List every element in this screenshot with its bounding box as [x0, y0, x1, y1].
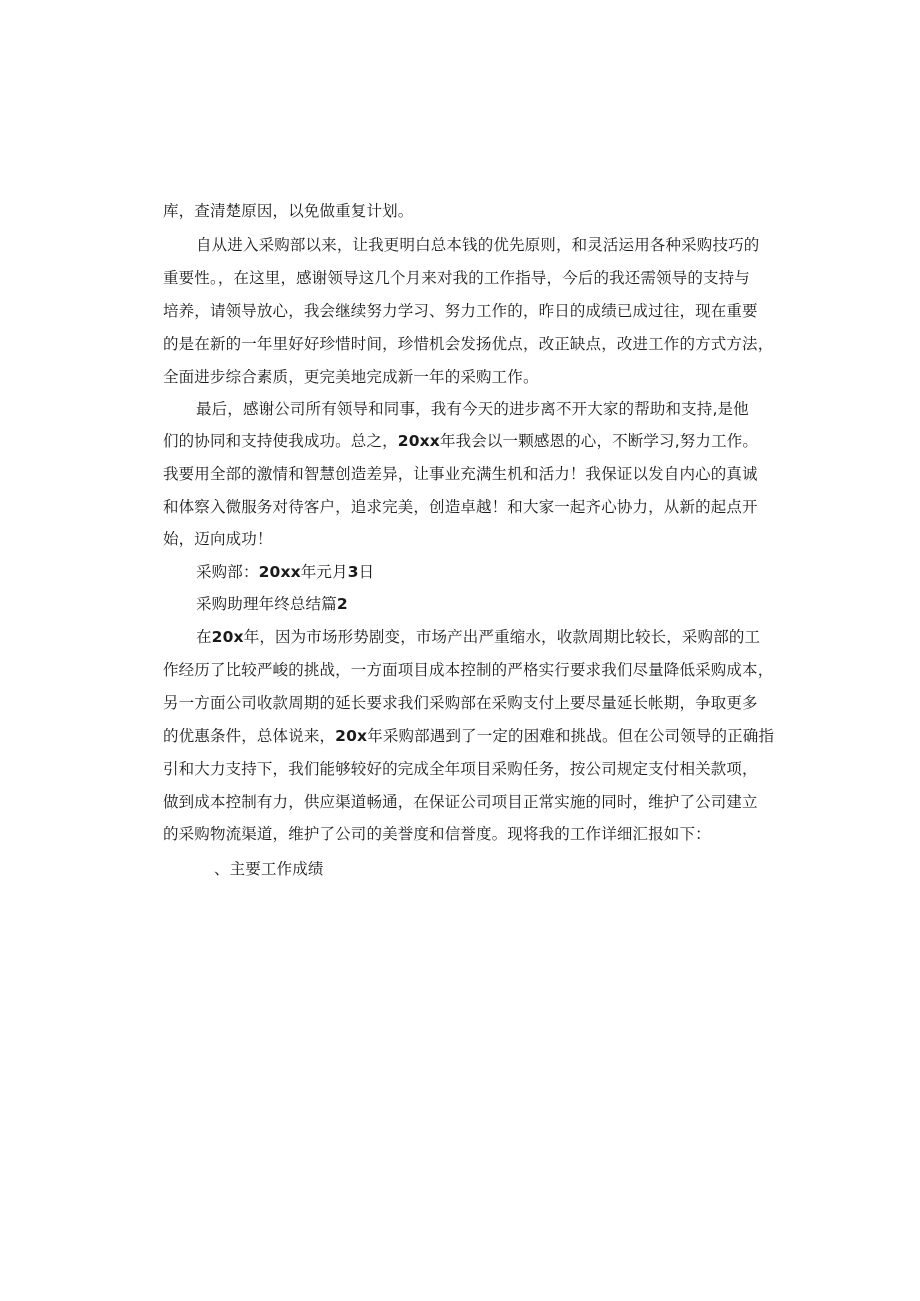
- text-run: 年，因为市场形势剧变，市场产出严重缩水，收款周期比较长，采购部的工: [243, 628, 761, 646]
- text-run: 年我会以一颗感恩的心，不断学习,努力工作。: [439, 432, 759, 450]
- paragraph-line: [196, 627, 760, 647]
- text-run: 们的协同和支持使我成功。总之，: [163, 432, 398, 450]
- paragraph-line: 最后，感谢公司所有领导和同事，我有今天的进步离不开大家的帮助和支持,是他: [196, 400, 749, 418]
- section-title: [196, 594, 348, 614]
- paragraph-line: 的是在新的一年里好好珍惜时间，珍惜机会发扬优点，改正缺点，改进工作的方式方法，: [163, 335, 774, 353]
- paragraph-line: 另一方面公司收款周期的延长要求我们采购部在采购支付上要尽量延长帐期，争取更多: [163, 694, 758, 712]
- paragraph-line: 自从进入采购部以来，让我更明白总本钱的优先原则，和灵活运用各种采购技巧的: [196, 236, 760, 254]
- day-text: 3: [347, 563, 359, 581]
- text-run: 的优惠条件，总体说来，: [163, 727, 336, 745]
- paragraph-line: 引和大力支持下，我们能够较好的完成全年项目采购任务，按公司规定支付相关款项，: [163, 760, 758, 778]
- paragraph-line: [163, 726, 774, 746]
- paragraph-line: 和体察入微服务对待客户，追求完美，创造卓越！和大家一起齐心协力，从新的起点开: [163, 498, 758, 516]
- text-run: 年元月: [300, 563, 348, 581]
- section-number: 2: [336, 595, 348, 613]
- year-text: 20x: [211, 628, 244, 646]
- paragraph-line: 始，迈向成功！: [163, 530, 273, 548]
- paragraph-line: [163, 431, 758, 451]
- paragraph-line: 库，查清楚原因，以免做重复计划。: [163, 202, 414, 220]
- subsection-heading: 、主要工作成绩: [214, 860, 324, 878]
- year-text: 20xx: [397, 432, 440, 450]
- paragraph-line: 的采购物流渠道，维护了公司的美誉度和信誉度。现将我的工作详细汇报如下：: [163, 825, 711, 843]
- paragraph-line: 我要用全部的激情和智慧创造差异，让事业充满生机和活力！我保证以发自内心的真诚: [163, 465, 758, 483]
- text-run: 年采购部遇到了一定的困难和挑战。但在公司领导的正确指: [367, 727, 775, 745]
- paragraph-line: 培养，请领导放心，我会继续努力学习、努力工作的，昨日的成绩已成过往，现在重要: [163, 302, 758, 320]
- text-run: 在: [196, 628, 212, 646]
- paragraph-line: 全面进步综合素质，更完美地完成新一年的采购工作。: [163, 368, 539, 386]
- year-text: 20x: [335, 727, 368, 745]
- year-text: 20xx: [258, 563, 301, 581]
- text-run: 采购部：: [196, 563, 259, 581]
- signature-line: [196, 562, 374, 582]
- paragraph-line: 作经历了比较严峻的挑战，一方面项目成本控制的严格实行要求我们尽量降低采购成本，: [163, 661, 774, 679]
- text-run: 采购助理年终总结篇: [196, 595, 337, 613]
- text-run: 日: [358, 563, 375, 581]
- paragraph-line: 做到成本控制有力，供应渠道畅通，在保证公司项目正常实施的同时，维护了公司建立: [163, 793, 758, 811]
- paragraph-line: 重要性。，在这里，感谢领导这几个月来对我的工作指导，今后的我还需领导的支持与: [163, 269, 750, 287]
